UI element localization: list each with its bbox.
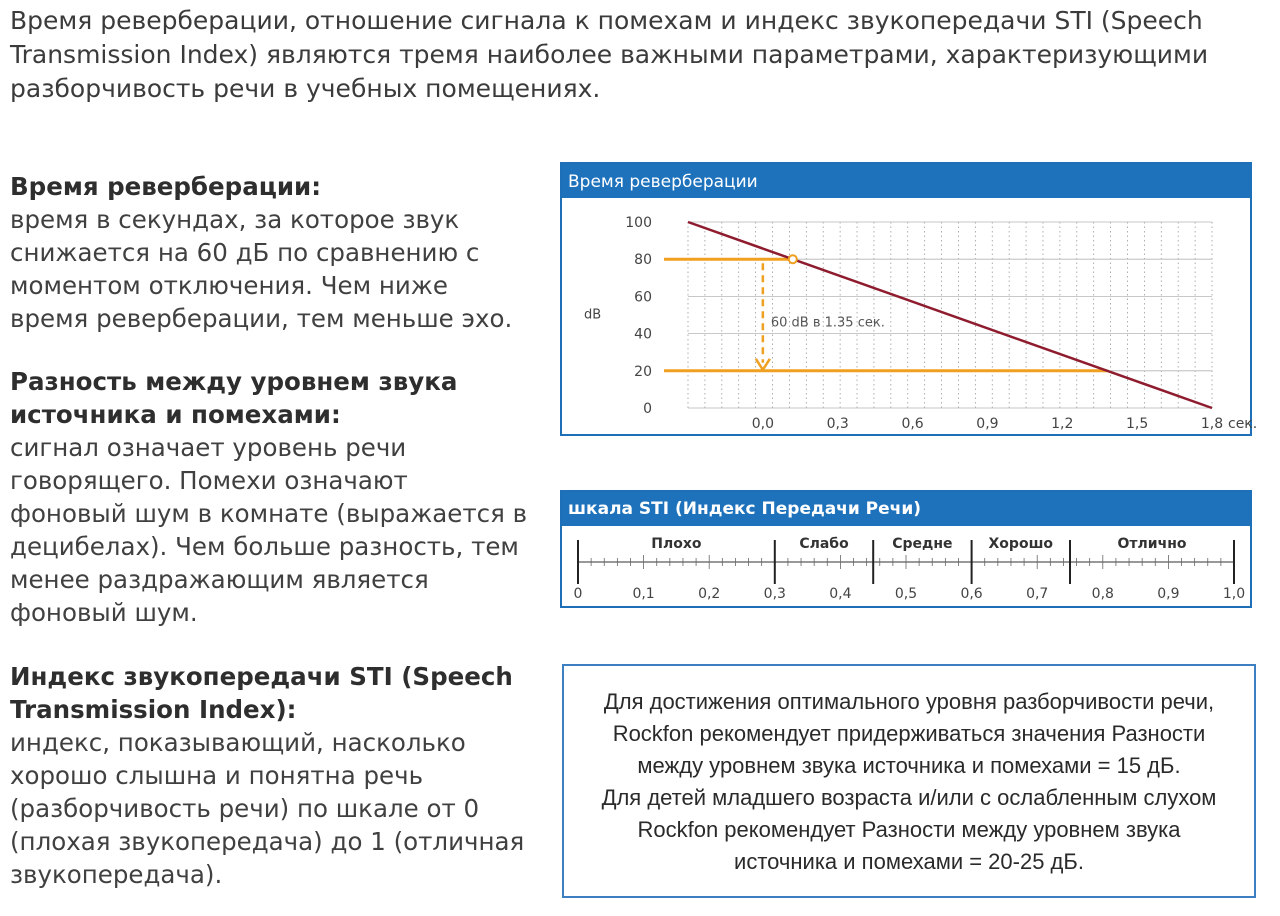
y-tick-label: 100 — [625, 215, 652, 231]
x-tick-label: 0,0 — [751, 416, 774, 432]
x-axis-label: сек. — [1228, 416, 1258, 432]
y-tick-label: 60 — [634, 289, 652, 306]
section-signal-noise — [10, 365, 530, 629]
section-title: Разность между уровнем звука источника и помехами: — [10, 367, 458, 429]
reverberation-chart-panel — [560, 162, 1258, 436]
sti-category-label: Плохо — [651, 536, 702, 552]
sti-tick-label: 0,5 — [894, 586, 918, 602]
sti-tick-label: 0,4 — [829, 586, 852, 602]
y-tick-label: 40 — [634, 326, 652, 343]
recommendation-line: Rockfon рекомендует Разности между уровнем звука — [637, 817, 1181, 842]
chart-title: Время реверберации — [562, 164, 1250, 198]
sti-tick-label: 0,6 — [960, 586, 983, 602]
x-tick-label: 0,9 — [976, 416, 999, 432]
section-reverberation — [10, 170, 530, 335]
x-tick-label: 1,8 — [1200, 416, 1224, 432]
section-title: Индекс звукопередачи STI (Speech Transmission Index): — [10, 662, 513, 724]
section-text: время в секундах, за которое звук снижается на 60 дБ по сравнению с моментом отключения. Чем ниже время реверберации, тем меньше эхо. — [10, 205, 513, 333]
y-axis-label: dB — [584, 307, 602, 323]
sti-tick-label: 0,3 — [763, 586, 786, 602]
sti-tick-label: 0 — [573, 586, 583, 602]
recommendation-line: между уровнем звука источника и помехами = 15 дБ. — [637, 753, 1181, 778]
level-80-marker — [789, 255, 797, 263]
sti-scale-panel — [560, 490, 1252, 608]
sti-category-label: Отлично — [1117, 536, 1187, 552]
x-tick-label: 0,6 — [901, 416, 924, 432]
sti-tick-label: 0,9 — [1157, 586, 1180, 602]
x-tick-label: 1,2 — [1051, 416, 1074, 432]
sti-tick-label: 0,1 — [632, 586, 655, 602]
sti-category-label: Средне — [892, 536, 953, 552]
intro-text: Время реверберации, отношение сигнала к помехам и индекс звукопередачи STI (Speech Transmission Index) являются тремя наиболее важными параметрами, характеризующими разборчивость речи в учебных помещениях. — [10, 6, 1209, 103]
sti-tick-label: 0,8 — [1091, 586, 1114, 602]
recommendation-line: Rockfon рекомендует придерживаться значения Разности — [612, 721, 1206, 746]
decay-annotation: 60 dB в 1.35 сек. — [770, 315, 885, 331]
sti-tick-label: 0,2 — [698, 586, 721, 602]
section-text: индекс, показывающий, насколько хорошо слышна и понятна речь (разборчивость речи) по шкале от 0 (плохая звукопередача) до 1 (отличная звукопередача). — [10, 728, 525, 889]
recommendation-line: Для достижения оптимального уровня разборчивости речи, — [603, 689, 1215, 714]
sti-category-label: Хорошо — [988, 536, 1054, 552]
sti-category-label: Слабо — [799, 536, 849, 552]
y-tick-label: 80 — [634, 252, 652, 269]
y-tick-label: 20 — [634, 363, 652, 380]
recommendation-line: источника и помехами = 20-25 дБ. — [734, 849, 1084, 874]
sti-scale-title: шкала STI (Индекс Передачи Речи) — [562, 492, 1250, 526]
x-tick-label: 0,3 — [826, 416, 849, 432]
section-title: Время реверберации: — [10, 172, 322, 201]
decay-line — [688, 222, 1212, 408]
section-text: сигнал означает уровень речи говорящего. Помехи означают фоновый шум в комнате (выражается в децибелах). Чем больше разность, тем менее раздражающим является фоновый шум. — [10, 433, 528, 627]
recommendation-box — [562, 664, 1256, 898]
section-sti — [10, 660, 530, 891]
sti-scale — [562, 526, 1250, 606]
sti-tick-label: 1,0 — [1222, 586, 1246, 602]
x-tick-label: 1,5 — [1126, 416, 1149, 432]
recommendation-line: Для детей младшего возраста и/или с ослабленным слухом — [601, 785, 1217, 810]
sti-tick-label: 0,7 — [1026, 586, 1049, 602]
reverberation-chart — [562, 198, 1258, 434]
y-tick-label: 0 — [643, 401, 652, 417]
